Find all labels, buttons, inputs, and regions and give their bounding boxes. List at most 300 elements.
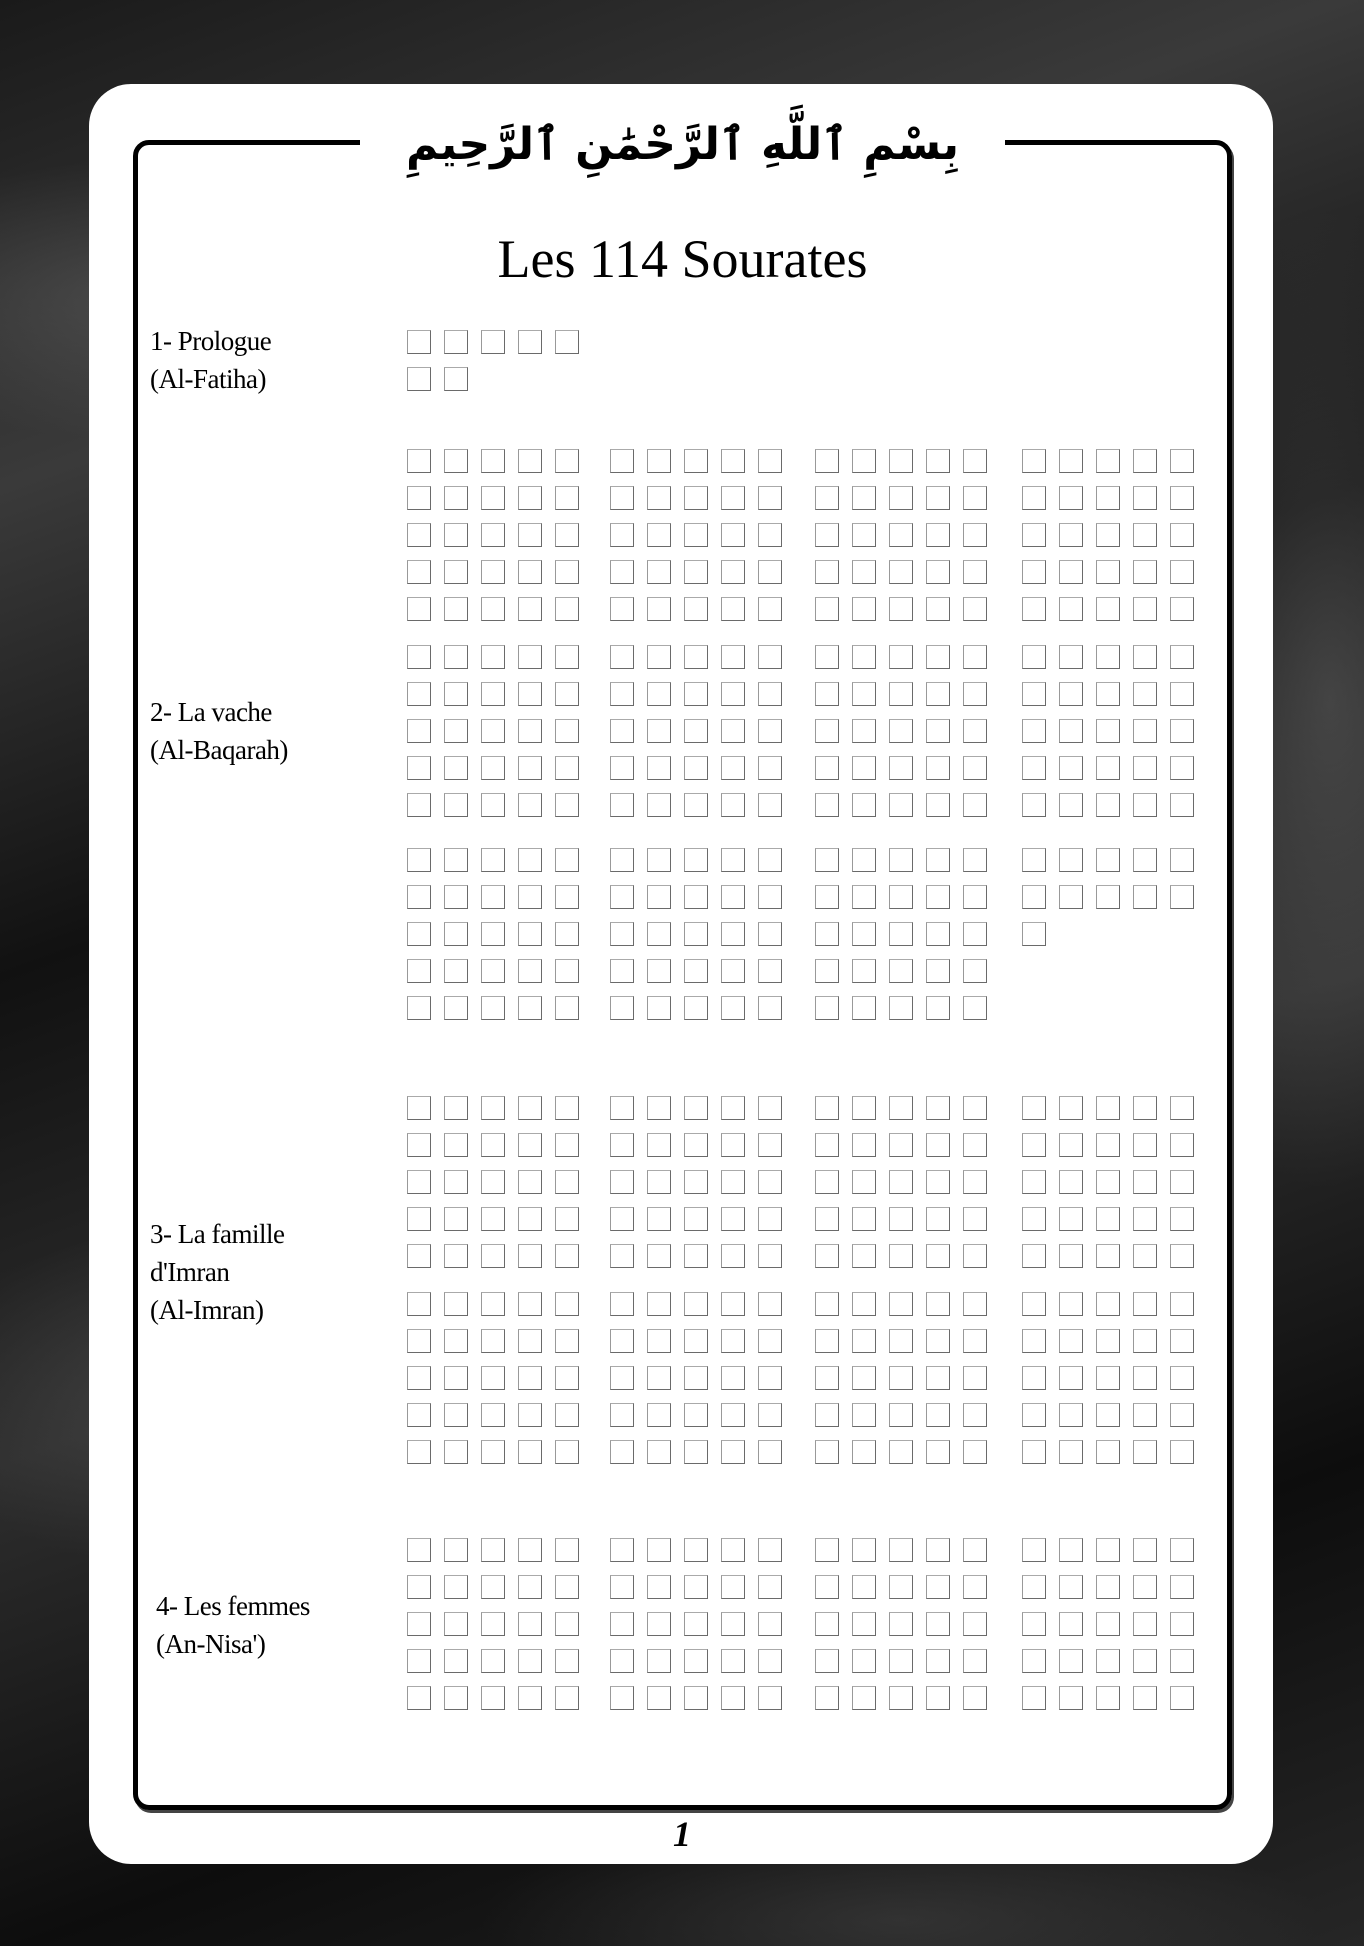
verse-checkbox[interactable] bbox=[1096, 1403, 1120, 1427]
verse-checkbox[interactable] bbox=[963, 922, 987, 946]
verse-checkbox[interactable] bbox=[444, 523, 468, 547]
verse-checkbox[interactable] bbox=[1170, 1170, 1194, 1194]
verse-checkbox[interactable] bbox=[647, 1649, 671, 1673]
verse-checkbox[interactable] bbox=[1059, 719, 1083, 743]
verse-checkbox[interactable] bbox=[444, 1649, 468, 1673]
verse-checkbox[interactable] bbox=[1096, 1292, 1120, 1316]
verse-checkbox[interactable] bbox=[1096, 848, 1120, 872]
verse-checkbox[interactable] bbox=[815, 1612, 839, 1636]
verse-checkbox[interactable] bbox=[852, 1133, 876, 1157]
verse-checkbox[interactable] bbox=[407, 793, 431, 817]
verse-checkbox[interactable] bbox=[815, 645, 839, 669]
verse-checkbox[interactable] bbox=[407, 1096, 431, 1120]
verse-checkbox[interactable] bbox=[1059, 756, 1083, 780]
verse-checkbox[interactable] bbox=[481, 756, 505, 780]
verse-checkbox[interactable] bbox=[1170, 1329, 1194, 1353]
verse-checkbox[interactable] bbox=[610, 597, 634, 621]
verse-checkbox[interactable] bbox=[963, 1366, 987, 1390]
verse-checkbox[interactable] bbox=[407, 1612, 431, 1636]
verse-checkbox[interactable] bbox=[926, 1207, 950, 1231]
verse-checkbox[interactable] bbox=[1170, 1292, 1194, 1316]
verse-checkbox[interactable] bbox=[758, 523, 782, 547]
verse-checkbox[interactable] bbox=[852, 1366, 876, 1390]
verse-checkbox[interactable] bbox=[889, 996, 913, 1020]
verse-checkbox[interactable] bbox=[1022, 1538, 1046, 1562]
verse-checkbox[interactable] bbox=[721, 1292, 745, 1316]
verse-checkbox[interactable] bbox=[647, 597, 671, 621]
verse-checkbox[interactable] bbox=[852, 1292, 876, 1316]
verse-checkbox[interactable] bbox=[1133, 756, 1157, 780]
verse-checkbox[interactable] bbox=[963, 1207, 987, 1231]
verse-checkbox[interactable] bbox=[1022, 1403, 1046, 1427]
verse-checkbox[interactable] bbox=[647, 996, 671, 1020]
verse-checkbox[interactable] bbox=[926, 486, 950, 510]
verse-checkbox[interactable] bbox=[1096, 1207, 1120, 1231]
verse-checkbox[interactable] bbox=[647, 1612, 671, 1636]
verse-checkbox[interactable] bbox=[1133, 486, 1157, 510]
verse-checkbox[interactable] bbox=[758, 1649, 782, 1673]
verse-checkbox[interactable] bbox=[647, 1575, 671, 1599]
verse-checkbox[interactable] bbox=[1170, 682, 1194, 706]
verse-checkbox[interactable] bbox=[518, 1133, 542, 1157]
verse-checkbox[interactable] bbox=[407, 1649, 431, 1673]
verse-checkbox[interactable] bbox=[852, 719, 876, 743]
verse-checkbox[interactable] bbox=[481, 1686, 505, 1710]
verse-checkbox[interactable] bbox=[926, 756, 950, 780]
verse-checkbox[interactable] bbox=[1133, 1133, 1157, 1157]
verse-checkbox[interactable] bbox=[926, 1686, 950, 1710]
verse-checkbox[interactable] bbox=[647, 885, 671, 909]
verse-checkbox[interactable] bbox=[518, 1686, 542, 1710]
verse-checkbox[interactable] bbox=[889, 560, 913, 584]
verse-checkbox[interactable] bbox=[444, 719, 468, 743]
verse-checkbox[interactable] bbox=[963, 449, 987, 473]
verse-checkbox[interactable] bbox=[926, 523, 950, 547]
verse-checkbox[interactable] bbox=[889, 1170, 913, 1194]
verse-checkbox[interactable] bbox=[407, 1292, 431, 1316]
verse-checkbox[interactable] bbox=[610, 719, 634, 743]
verse-checkbox[interactable] bbox=[926, 1133, 950, 1157]
verse-checkbox[interactable] bbox=[1096, 1440, 1120, 1464]
verse-checkbox[interactable] bbox=[647, 1538, 671, 1562]
verse-checkbox[interactable] bbox=[1096, 682, 1120, 706]
verse-checkbox[interactable] bbox=[721, 1440, 745, 1464]
verse-checkbox[interactable] bbox=[721, 1329, 745, 1353]
verse-checkbox[interactable] bbox=[721, 756, 745, 780]
verse-checkbox[interactable] bbox=[815, 1133, 839, 1157]
verse-checkbox[interactable] bbox=[963, 1686, 987, 1710]
verse-checkbox[interactable] bbox=[684, 1366, 708, 1390]
verse-checkbox[interactable] bbox=[721, 793, 745, 817]
verse-checkbox[interactable] bbox=[889, 1096, 913, 1120]
verse-checkbox[interactable] bbox=[518, 1366, 542, 1390]
verse-checkbox[interactable] bbox=[444, 1440, 468, 1464]
verse-checkbox[interactable] bbox=[1133, 848, 1157, 872]
verse-checkbox[interactable] bbox=[963, 848, 987, 872]
verse-checkbox[interactable] bbox=[610, 523, 634, 547]
verse-checkbox[interactable] bbox=[758, 1403, 782, 1427]
verse-checkbox[interactable] bbox=[758, 719, 782, 743]
verse-checkbox[interactable] bbox=[926, 1612, 950, 1636]
verse-checkbox[interactable] bbox=[481, 1292, 505, 1316]
verse-checkbox[interactable] bbox=[1170, 1612, 1194, 1636]
verse-checkbox[interactable] bbox=[555, 1366, 579, 1390]
verse-checkbox[interactable] bbox=[407, 1170, 431, 1194]
verse-checkbox[interactable] bbox=[889, 1440, 913, 1464]
verse-checkbox[interactable] bbox=[721, 885, 745, 909]
verse-checkbox[interactable] bbox=[1096, 645, 1120, 669]
verse-checkbox[interactable] bbox=[1022, 682, 1046, 706]
verse-checkbox[interactable] bbox=[758, 1133, 782, 1157]
verse-checkbox[interactable] bbox=[852, 560, 876, 584]
verse-checkbox[interactable] bbox=[926, 1244, 950, 1268]
verse-checkbox[interactable] bbox=[555, 449, 579, 473]
verse-checkbox[interactable] bbox=[1170, 523, 1194, 547]
verse-checkbox[interactable] bbox=[518, 959, 542, 983]
verse-checkbox[interactable] bbox=[815, 1096, 839, 1120]
verse-checkbox[interactable] bbox=[1022, 793, 1046, 817]
verse-checkbox[interactable] bbox=[444, 959, 468, 983]
verse-checkbox[interactable] bbox=[852, 486, 876, 510]
verse-checkbox[interactable] bbox=[555, 922, 579, 946]
verse-checkbox[interactable] bbox=[518, 1440, 542, 1464]
verse-checkbox[interactable] bbox=[444, 996, 468, 1020]
verse-checkbox[interactable] bbox=[610, 922, 634, 946]
verse-checkbox[interactable] bbox=[926, 645, 950, 669]
verse-checkbox[interactable] bbox=[963, 1329, 987, 1353]
verse-checkbox[interactable] bbox=[963, 1649, 987, 1673]
verse-checkbox[interactable] bbox=[721, 1366, 745, 1390]
verse-checkbox[interactable] bbox=[1022, 885, 1046, 909]
verse-checkbox[interactable] bbox=[684, 1440, 708, 1464]
verse-checkbox[interactable] bbox=[852, 1612, 876, 1636]
verse-checkbox[interactable] bbox=[815, 449, 839, 473]
verse-checkbox[interactable] bbox=[1022, 523, 1046, 547]
verse-checkbox[interactable] bbox=[721, 1096, 745, 1120]
verse-checkbox[interactable] bbox=[815, 719, 839, 743]
verse-checkbox[interactable] bbox=[647, 756, 671, 780]
verse-checkbox[interactable] bbox=[610, 1170, 634, 1194]
verse-checkbox[interactable] bbox=[758, 1329, 782, 1353]
verse-checkbox[interactable] bbox=[815, 756, 839, 780]
verse-checkbox[interactable] bbox=[610, 885, 634, 909]
verse-checkbox[interactable] bbox=[889, 597, 913, 621]
verse-checkbox[interactable] bbox=[963, 597, 987, 621]
verse-checkbox[interactable] bbox=[721, 1244, 745, 1268]
verse-checkbox[interactable] bbox=[407, 1403, 431, 1427]
verse-checkbox[interactable] bbox=[852, 1575, 876, 1599]
verse-checkbox[interactable] bbox=[963, 523, 987, 547]
verse-checkbox[interactable] bbox=[815, 523, 839, 547]
verse-checkbox[interactable] bbox=[610, 1292, 634, 1316]
verse-checkbox[interactable] bbox=[758, 486, 782, 510]
verse-checkbox[interactable] bbox=[518, 597, 542, 621]
verse-checkbox[interactable] bbox=[555, 719, 579, 743]
verse-checkbox[interactable] bbox=[610, 1575, 634, 1599]
verse-checkbox[interactable] bbox=[555, 1403, 579, 1427]
verse-checkbox[interactable] bbox=[684, 1329, 708, 1353]
verse-checkbox[interactable] bbox=[1133, 1612, 1157, 1636]
verse-checkbox[interactable] bbox=[518, 1207, 542, 1231]
verse-checkbox[interactable] bbox=[1096, 756, 1120, 780]
verse-checkbox[interactable] bbox=[1059, 682, 1083, 706]
verse-checkbox[interactable] bbox=[963, 719, 987, 743]
verse-checkbox[interactable] bbox=[610, 486, 634, 510]
verse-checkbox[interactable] bbox=[1133, 1538, 1157, 1562]
verse-checkbox[interactable] bbox=[963, 1538, 987, 1562]
verse-checkbox[interactable] bbox=[610, 560, 634, 584]
verse-checkbox[interactable] bbox=[926, 793, 950, 817]
verse-checkbox[interactable] bbox=[721, 848, 745, 872]
verse-checkbox[interactable] bbox=[1059, 449, 1083, 473]
verse-checkbox[interactable] bbox=[1059, 1096, 1083, 1120]
verse-checkbox[interactable] bbox=[555, 1612, 579, 1636]
verse-checkbox[interactable] bbox=[758, 1244, 782, 1268]
verse-checkbox[interactable] bbox=[926, 1649, 950, 1673]
verse-checkbox[interactable] bbox=[555, 1207, 579, 1231]
verse-checkbox[interactable] bbox=[1022, 597, 1046, 621]
verse-checkbox[interactable] bbox=[647, 848, 671, 872]
verse-checkbox[interactable] bbox=[647, 959, 671, 983]
verse-checkbox[interactable] bbox=[889, 922, 913, 946]
verse-checkbox[interactable] bbox=[852, 1207, 876, 1231]
verse-checkbox[interactable] bbox=[684, 486, 708, 510]
verse-checkbox[interactable] bbox=[555, 793, 579, 817]
verse-checkbox[interactable] bbox=[889, 1649, 913, 1673]
verse-checkbox[interactable] bbox=[926, 848, 950, 872]
verse-checkbox[interactable] bbox=[1170, 1133, 1194, 1157]
verse-checkbox[interactable] bbox=[444, 1612, 468, 1636]
verse-checkbox[interactable] bbox=[684, 1096, 708, 1120]
verse-checkbox[interactable] bbox=[647, 1096, 671, 1120]
verse-checkbox[interactable] bbox=[555, 1133, 579, 1157]
verse-checkbox[interactable] bbox=[758, 996, 782, 1020]
verse-checkbox[interactable] bbox=[758, 560, 782, 584]
verse-checkbox[interactable] bbox=[518, 1649, 542, 1673]
verse-checkbox[interactable] bbox=[647, 682, 671, 706]
verse-checkbox[interactable] bbox=[684, 996, 708, 1020]
verse-checkbox[interactable] bbox=[1096, 449, 1120, 473]
verse-checkbox[interactable] bbox=[684, 597, 708, 621]
verse-checkbox[interactable] bbox=[758, 682, 782, 706]
verse-checkbox[interactable] bbox=[815, 682, 839, 706]
verse-checkbox[interactable] bbox=[555, 1170, 579, 1194]
verse-checkbox[interactable] bbox=[721, 449, 745, 473]
verse-checkbox[interactable] bbox=[444, 1096, 468, 1120]
verse-checkbox[interactable] bbox=[684, 922, 708, 946]
verse-checkbox[interactable] bbox=[1133, 719, 1157, 743]
verse-checkbox[interactable] bbox=[518, 996, 542, 1020]
verse-checkbox[interactable] bbox=[1096, 1686, 1120, 1710]
verse-checkbox[interactable] bbox=[684, 1575, 708, 1599]
verse-checkbox[interactable] bbox=[518, 1538, 542, 1562]
verse-checkbox[interactable] bbox=[647, 486, 671, 510]
verse-checkbox[interactable] bbox=[610, 793, 634, 817]
verse-checkbox[interactable] bbox=[889, 1207, 913, 1231]
verse-checkbox[interactable] bbox=[481, 959, 505, 983]
verse-checkbox[interactable] bbox=[555, 645, 579, 669]
verse-checkbox[interactable] bbox=[555, 1292, 579, 1316]
verse-checkbox[interactable] bbox=[555, 996, 579, 1020]
verse-checkbox[interactable] bbox=[1170, 1538, 1194, 1562]
verse-checkbox[interactable] bbox=[1022, 1096, 1046, 1120]
verse-checkbox[interactable] bbox=[758, 597, 782, 621]
verse-checkbox[interactable] bbox=[1170, 560, 1194, 584]
verse-checkbox[interactable] bbox=[555, 1244, 579, 1268]
verse-checkbox[interactable] bbox=[610, 1133, 634, 1157]
verse-checkbox[interactable] bbox=[444, 1207, 468, 1231]
verse-checkbox[interactable] bbox=[481, 523, 505, 547]
verse-checkbox[interactable] bbox=[963, 1612, 987, 1636]
verse-checkbox[interactable] bbox=[852, 1440, 876, 1464]
verse-checkbox[interactable] bbox=[1022, 1207, 1046, 1231]
verse-checkbox[interactable] bbox=[684, 682, 708, 706]
verse-checkbox[interactable] bbox=[518, 1612, 542, 1636]
verse-checkbox[interactable] bbox=[407, 330, 431, 354]
verse-checkbox[interactable] bbox=[555, 597, 579, 621]
verse-checkbox[interactable] bbox=[647, 560, 671, 584]
verse-checkbox[interactable] bbox=[852, 1170, 876, 1194]
verse-checkbox[interactable] bbox=[1170, 885, 1194, 909]
verse-checkbox[interactable] bbox=[481, 1612, 505, 1636]
verse-checkbox[interactable] bbox=[1133, 1440, 1157, 1464]
verse-checkbox[interactable] bbox=[889, 959, 913, 983]
verse-checkbox[interactable] bbox=[889, 756, 913, 780]
verse-checkbox[interactable] bbox=[684, 848, 708, 872]
verse-checkbox[interactable] bbox=[889, 1538, 913, 1562]
verse-checkbox[interactable] bbox=[1133, 682, 1157, 706]
verse-checkbox[interactable] bbox=[647, 1403, 671, 1427]
verse-checkbox[interactable] bbox=[963, 682, 987, 706]
verse-checkbox[interactable] bbox=[1096, 1612, 1120, 1636]
verse-checkbox[interactable] bbox=[852, 848, 876, 872]
verse-checkbox[interactable] bbox=[407, 1366, 431, 1390]
verse-checkbox[interactable] bbox=[407, 367, 431, 391]
verse-checkbox[interactable] bbox=[889, 885, 913, 909]
verse-checkbox[interactable] bbox=[555, 523, 579, 547]
verse-checkbox[interactable] bbox=[684, 1207, 708, 1231]
verse-checkbox[interactable] bbox=[481, 645, 505, 669]
verse-checkbox[interactable] bbox=[1170, 1440, 1194, 1464]
verse-checkbox[interactable] bbox=[1022, 645, 1046, 669]
verse-checkbox[interactable] bbox=[815, 1649, 839, 1673]
verse-checkbox[interactable] bbox=[610, 1686, 634, 1710]
verse-checkbox[interactable] bbox=[1022, 1612, 1046, 1636]
verse-checkbox[interactable] bbox=[518, 1096, 542, 1120]
verse-checkbox[interactable] bbox=[1170, 449, 1194, 473]
verse-checkbox[interactable] bbox=[1096, 1329, 1120, 1353]
verse-checkbox[interactable] bbox=[518, 330, 542, 354]
verse-checkbox[interactable] bbox=[1133, 1366, 1157, 1390]
verse-checkbox[interactable] bbox=[963, 1292, 987, 1316]
verse-checkbox[interactable] bbox=[444, 1244, 468, 1268]
verse-checkbox[interactable] bbox=[647, 1366, 671, 1390]
verse-checkbox[interactable] bbox=[852, 996, 876, 1020]
verse-checkbox[interactable] bbox=[444, 756, 468, 780]
verse-checkbox[interactable] bbox=[684, 1403, 708, 1427]
verse-checkbox[interactable] bbox=[852, 1244, 876, 1268]
verse-checkbox[interactable] bbox=[481, 1403, 505, 1427]
verse-checkbox[interactable] bbox=[1133, 1292, 1157, 1316]
verse-checkbox[interactable] bbox=[481, 1170, 505, 1194]
verse-checkbox[interactable] bbox=[610, 996, 634, 1020]
verse-checkbox[interactable] bbox=[444, 1292, 468, 1316]
verse-checkbox[interactable] bbox=[1133, 1686, 1157, 1710]
verse-checkbox[interactable] bbox=[407, 1244, 431, 1268]
verse-checkbox[interactable] bbox=[963, 560, 987, 584]
verse-checkbox[interactable] bbox=[647, 1686, 671, 1710]
verse-checkbox[interactable] bbox=[758, 1440, 782, 1464]
verse-checkbox[interactable] bbox=[610, 848, 634, 872]
verse-checkbox[interactable] bbox=[407, 1207, 431, 1231]
verse-checkbox[interactable] bbox=[1096, 523, 1120, 547]
verse-checkbox[interactable] bbox=[1096, 560, 1120, 584]
verse-checkbox[interactable] bbox=[815, 597, 839, 621]
verse-checkbox[interactable] bbox=[758, 1292, 782, 1316]
verse-checkbox[interactable] bbox=[815, 1207, 839, 1231]
verse-checkbox[interactable] bbox=[684, 959, 708, 983]
verse-checkbox[interactable] bbox=[1170, 1244, 1194, 1268]
verse-checkbox[interactable] bbox=[721, 1575, 745, 1599]
verse-checkbox[interactable] bbox=[481, 449, 505, 473]
verse-checkbox[interactable] bbox=[926, 1292, 950, 1316]
verse-checkbox[interactable] bbox=[481, 719, 505, 743]
verse-checkbox[interactable] bbox=[407, 1329, 431, 1353]
verse-checkbox[interactable] bbox=[518, 1244, 542, 1268]
verse-checkbox[interactable] bbox=[407, 597, 431, 621]
verse-checkbox[interactable] bbox=[963, 1096, 987, 1120]
verse-checkbox[interactable] bbox=[1170, 486, 1194, 510]
verse-checkbox[interactable] bbox=[926, 922, 950, 946]
verse-checkbox[interactable] bbox=[889, 1244, 913, 1268]
verse-checkbox[interactable] bbox=[684, 1538, 708, 1562]
verse-checkbox[interactable] bbox=[647, 1207, 671, 1231]
verse-checkbox[interactable] bbox=[518, 922, 542, 946]
verse-checkbox[interactable] bbox=[963, 793, 987, 817]
verse-checkbox[interactable] bbox=[1059, 1366, 1083, 1390]
verse-checkbox[interactable] bbox=[1096, 1170, 1120, 1194]
verse-checkbox[interactable] bbox=[684, 1612, 708, 1636]
verse-checkbox[interactable] bbox=[963, 1403, 987, 1427]
verse-checkbox[interactable] bbox=[610, 1244, 634, 1268]
verse-checkbox[interactable] bbox=[610, 1538, 634, 1562]
verse-checkbox[interactable] bbox=[610, 1612, 634, 1636]
verse-checkbox[interactable] bbox=[926, 1440, 950, 1464]
verse-checkbox[interactable] bbox=[815, 1440, 839, 1464]
verse-checkbox[interactable] bbox=[926, 1538, 950, 1562]
verse-checkbox[interactable] bbox=[610, 756, 634, 780]
verse-checkbox[interactable] bbox=[610, 1403, 634, 1427]
verse-checkbox[interactable] bbox=[1096, 1244, 1120, 1268]
verse-checkbox[interactable] bbox=[721, 1686, 745, 1710]
verse-checkbox[interactable] bbox=[721, 1207, 745, 1231]
verse-checkbox[interactable] bbox=[407, 449, 431, 473]
verse-checkbox[interactable] bbox=[647, 523, 671, 547]
verse-checkbox[interactable] bbox=[444, 885, 468, 909]
verse-checkbox[interactable] bbox=[1059, 1244, 1083, 1268]
verse-checkbox[interactable] bbox=[1059, 1538, 1083, 1562]
verse-checkbox[interactable] bbox=[1170, 1686, 1194, 1710]
verse-checkbox[interactable] bbox=[1170, 1649, 1194, 1673]
verse-checkbox[interactable] bbox=[1133, 645, 1157, 669]
verse-checkbox[interactable] bbox=[518, 1575, 542, 1599]
verse-checkbox[interactable] bbox=[1096, 486, 1120, 510]
verse-checkbox[interactable] bbox=[1170, 848, 1194, 872]
verse-checkbox[interactable] bbox=[407, 885, 431, 909]
verse-checkbox[interactable] bbox=[407, 1686, 431, 1710]
verse-checkbox[interactable] bbox=[684, 1292, 708, 1316]
verse-checkbox[interactable] bbox=[518, 1170, 542, 1194]
